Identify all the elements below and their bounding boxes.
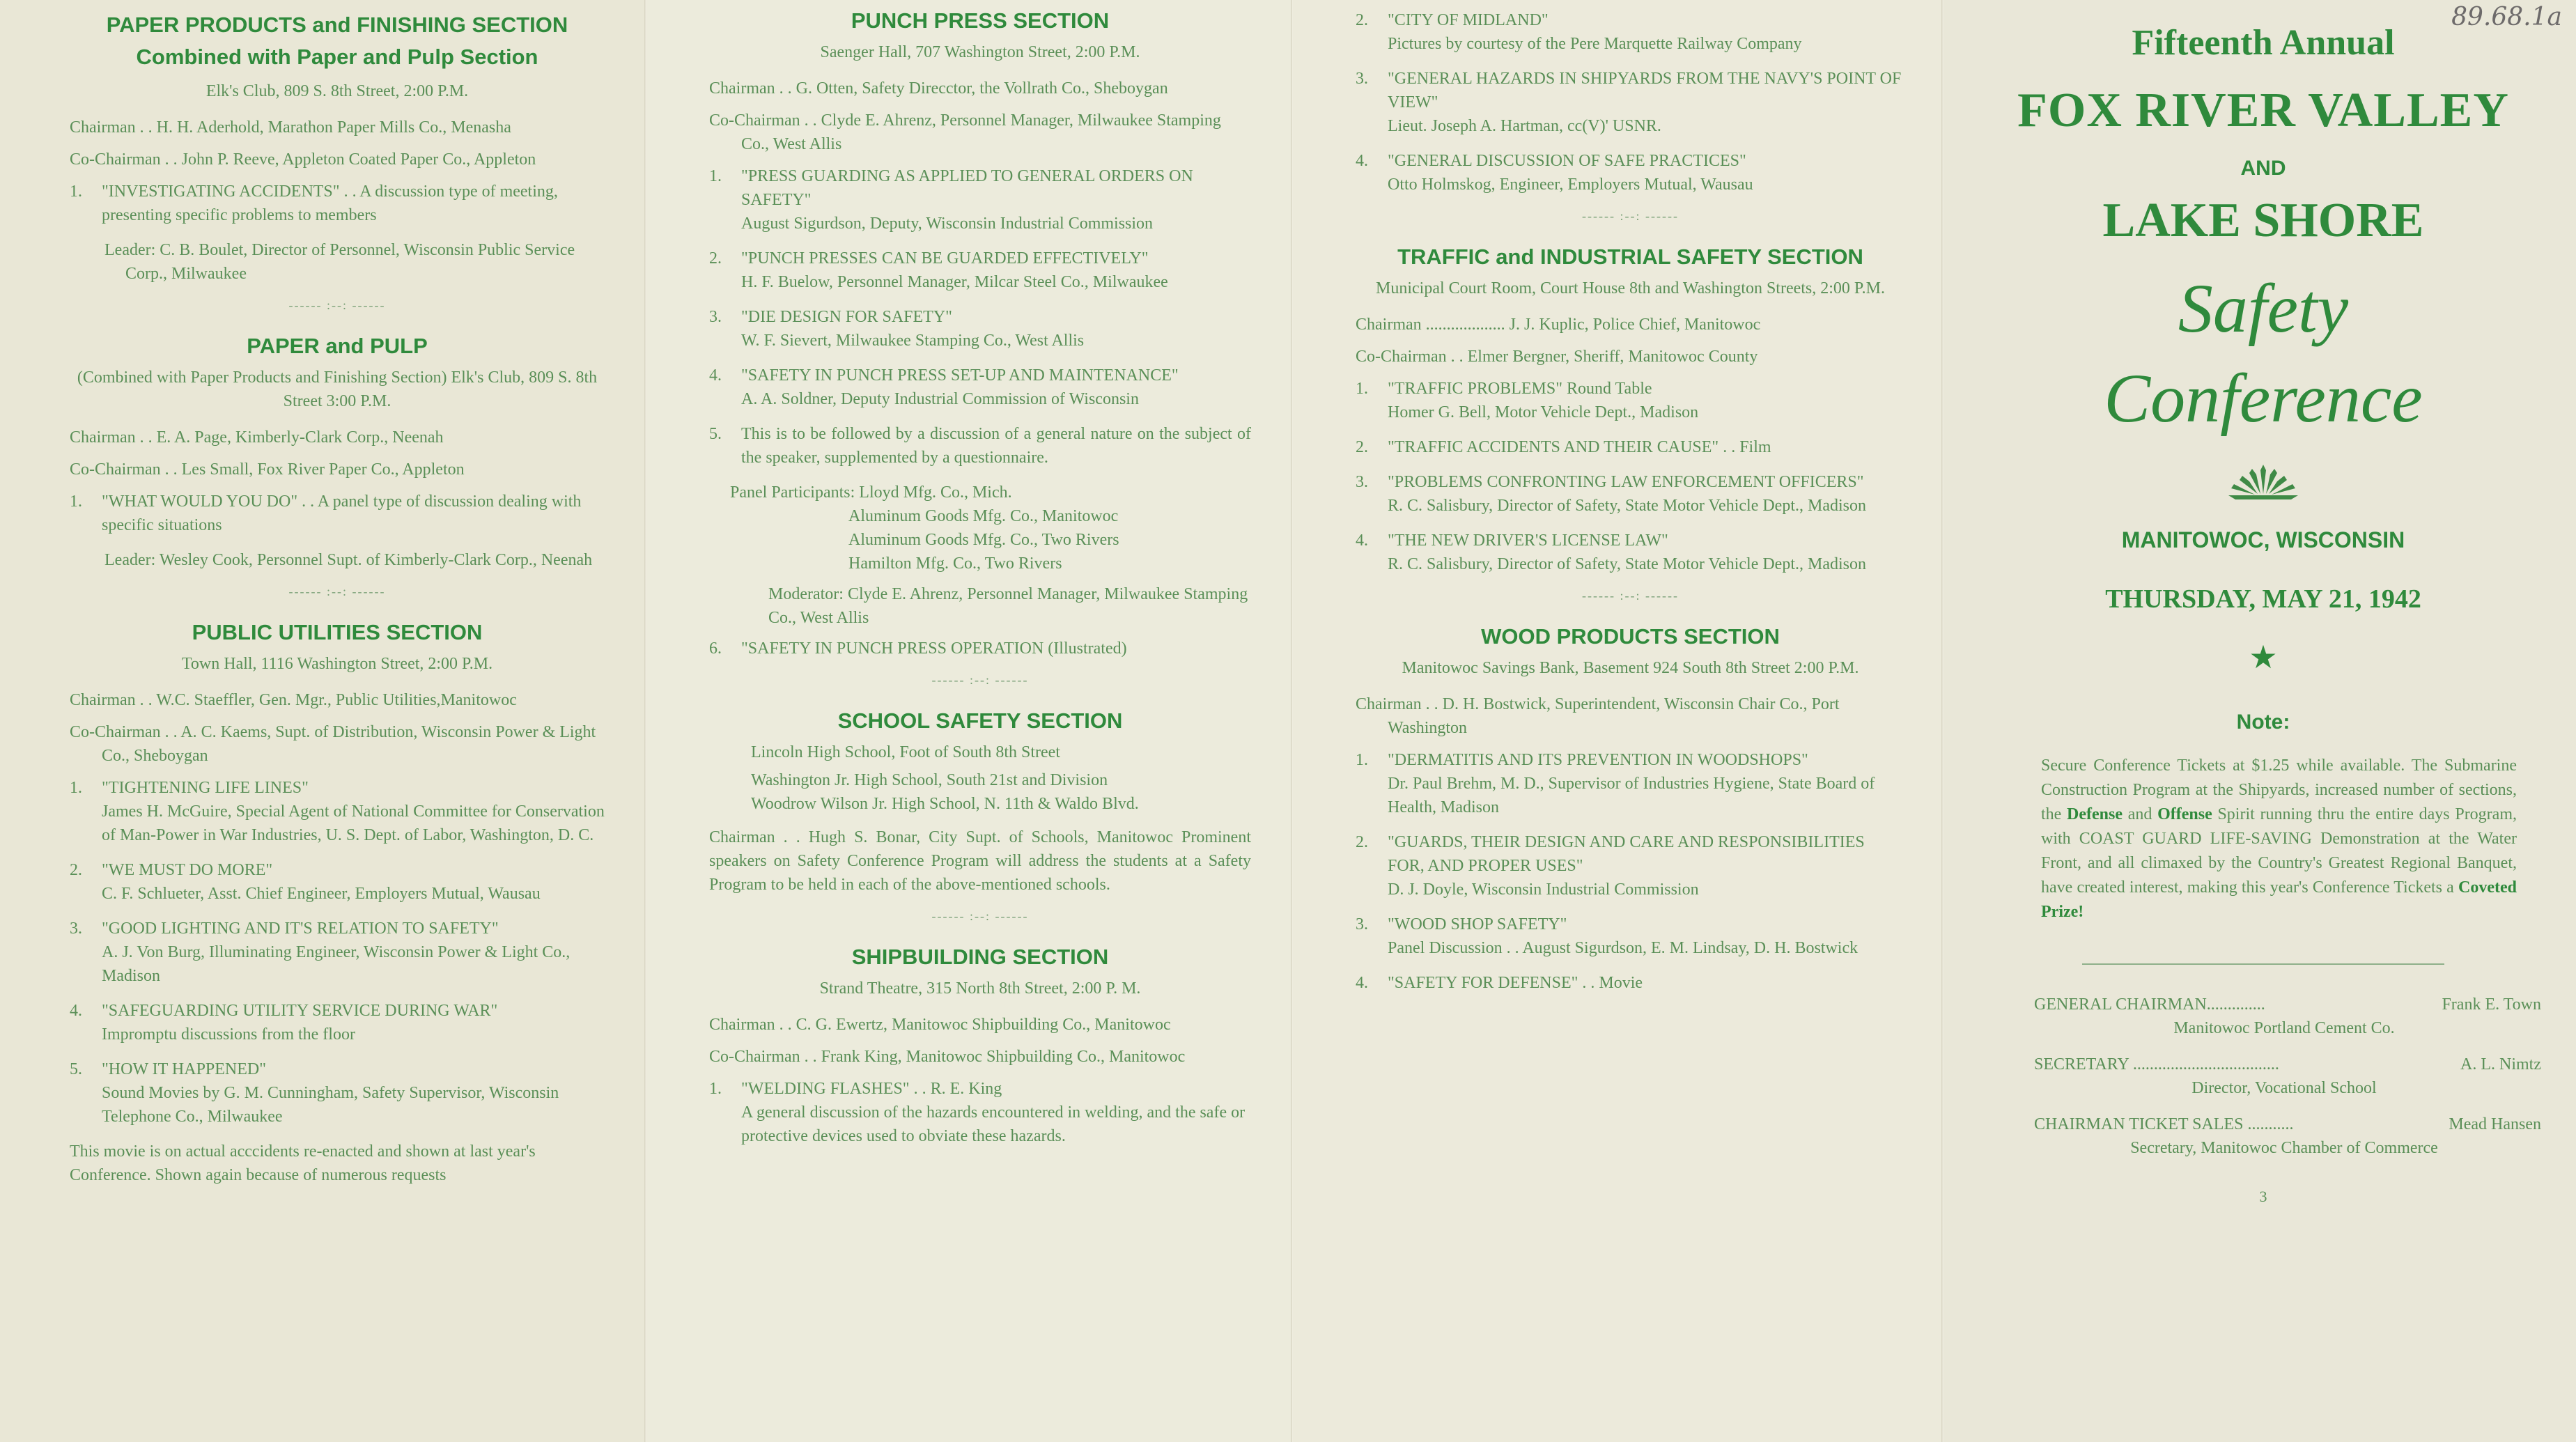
cover-title: LAKE SHORE: [2102, 194, 2424, 247]
handwritten-catalog-number: 89.68.1a: [2451, 3, 2562, 31]
location: MANITOWOC, WISCONSIN: [2121, 527, 2405, 552]
section-title: PUBLIC UTILITIES SECTION: [192, 620, 483, 644]
officer-ticket-sales: CHAIRMAN TICKET SALES ........... Mead Hansen Secretary, Manitowoc Chamber of Commerce: [2034, 1115, 2541, 1157]
co-chairman: Co-Chairman . . John P. Reeve, Appleton Coated Paper Co., Appleton: [70, 150, 536, 169]
cover-and: AND: [2240, 157, 2286, 180]
program-item: 2. "TRAFFIC ACCIDENTS AND THEIR CAUSE" . . Film: [1356, 438, 1771, 456]
school-chairman: Chairman . . Hugh S. Bonar, City Supt. of Schools, Manitowoc Prominent speakers on Safety Conference Program will address the students at a Safety Program to be held in each of the above-mentioned schools.: [709, 828, 1251, 894]
event-date: THURSDAY, MAY 21, 1942: [2105, 584, 2421, 614]
movie-note: This movie is on actual acccidents re-enacted and shown at last year's Conference. Shown again because of numerous requests: [70, 1142, 536, 1184]
school-venue: Lincoln High School, Foot of South 8th Street: [751, 743, 1060, 761]
page-number: 3: [2259, 1188, 2267, 1205]
program-item: 3. "GOOD LIGHTING AND IT'S RELATION TO SAFETY" A. J. Von Burg, Illuminating Engineer, Wisconsin Power & Light Co., Madison: [70, 920, 571, 985]
chairman: Chairman . . G. Otten, Safety Direcctor, the Vollrath Co., Sheboygan: [709, 79, 1168, 98]
chairman: Chairman . . D. H. Bostwick, Superintendent, Wisconsin Chair Co., Port Washington: [1356, 695, 1840, 737]
school-venue: Woodrow Wilson Jr. High School, N. 11th & Waldo Blvd.: [751, 795, 1139, 813]
leader: Leader: Wesley Cook, Personnel Supt. of Kimberly-Clark Corp., Neenah: [104, 551, 593, 569]
co-chairman: Co-Chairman . . Clyde E. Ahrenz, Personnel Manager, Milwaukee Stamping Co., West Allis: [709, 111, 1221, 153]
program-item: 3. "WOOD SHOP SAFETY" Panel Discussion . . August Sigurdson, E. M. Lindsay, D. H. Bostwick: [1356, 915, 1859, 957]
section-title: WOOD PRODUCTS SECTION: [1481, 624, 1780, 649]
program-item: 4. "GENERAL DISCUSSION OF SAFE PRACTICES" Otto Holmskog, Engineer, Employers Mutual, Wausau: [1356, 152, 1753, 194]
safety-emblem-icon: [2221, 460, 2305, 502]
co-chairman: Co-Chairman . . Elmer Bergner, Sheriff, Manitowoc County: [1356, 348, 1758, 366]
venue: Municipal Court Room, Court House 8th and Washington Streets, 2:00 P.M.: [1376, 279, 1885, 297]
chairman: Chairman . . E. A. Page, Kimberly-Clark Corp., Neenah: [70, 428, 444, 447]
cover-title: FOX RIVER VALLEY: [2017, 84, 2509, 137]
program-item: 2. "CITY OF MIDLAND" Pictures by courtesy of the Pere Marquette Railway Company: [1356, 11, 1802, 53]
panel-participant: Aluminum Goods Mfg. Co., Two Rivers: [848, 531, 1119, 549]
divider: [2082, 963, 2444, 965]
school-venue: Washington Jr. High School, South 21st and Division: [751, 771, 1108, 789]
co-chairman: Co-Chairman . . Frank King, Manitowoc Shipbuilding Co., Manitowoc: [709, 1048, 1186, 1066]
cover-script: Conference: [2104, 359, 2423, 437]
program-item: 3. "DIE DESIGN FOR SAFETY" W. F. Sievert, Milwaukee Stamping Co., West Allis: [709, 308, 1085, 350]
program-item: 4. "THE NEW DRIVER'S LICENSE LAW" R. C. Salisbury, Director of Safety, State Motor Vehicle Dept., Madison: [1356, 532, 1866, 573]
separator: ------ :--: ------: [1582, 589, 1679, 603]
section-title: PUNCH PRESS SECTION: [851, 8, 1110, 33]
section-title: PAPER and PULP: [247, 334, 428, 358]
section-title: SHIPBUILDING SECTION: [851, 945, 1109, 969]
chairman: Chairman . . C. G. Ewertz, Manitowoc Shipbuilding Co., Manitowoc: [709, 1016, 1171, 1034]
panel-paper-utilities: [0, 0, 646, 1442]
chairman: Chairman . . H. H. Aderhold, Marathon Paper Mills Co., Menasha: [70, 118, 511, 137]
venue: Strand Theatre, 315 North 8th Street, 2:00 P. M.: [819, 979, 1141, 998]
venue: Saenger Hall, 707 Washington Street, 2:00 P.M.: [820, 43, 1140, 61]
panel-ship-traffic-wood: [1293, 0, 1943, 1442]
cover-panel: [1943, 0, 2576, 1442]
panel-participant: Hamilton Mfg. Co., Two Rivers: [848, 555, 1062, 573]
program-item: 1. "TRAFFIC PROBLEMS" Round Table Homer G. Bell, Motor Vehicle Dept., Madison: [1356, 380, 1699, 421]
program-item: 2. "GUARDS, THEIR DESIGN AND CARE AND RESPONSIBILITIES FOR, AND PROPER USES" D. J. Doyle, Wisconsin Industrial Commission: [1356, 833, 1865, 899]
venue: Manitowoc Savings Bank, Basement 924 South 8th Street 2:00 P.M.: [1402, 659, 1859, 677]
officer-secretary: SECRETARY ................................... A. L. Nimtz Director, Vocational School: [2034, 1055, 2541, 1097]
panel-participants: Panel Participants: Lloyd Mfg. Co., Mich.: [730, 483, 1012, 502]
program-item: 1. "TIGHTENING LIFE LINES" James H. McGuire, Special Agent of National Committee for Conservation of Man-Power in War Industries, U. S. Dept. of Labor, Washington, D. C.: [70, 779, 605, 844]
program-item: 3. "PROBLEMS CONFRONTING LAW ENFORCEMENT OFFICERS" R. C. Salisbury, Director of Safety, State Motor Vehicle Dept., Madison: [1356, 473, 1866, 515]
moderator: Moderator: Clyde E. Ahrenz, Personnel Manager, Milwaukee Stamping Co., West Allis: [768, 585, 1248, 627]
program-item: 5. "HOW IT HAPPENED" Sound Movies by G. M. Cunningham, Safety Supervisor, Wisconsin Telephone Co., Milwaukee: [70, 1060, 559, 1126]
cover-script: Safety: [2178, 270, 2349, 347]
program-item: 1. "DERMATITIS AND ITS PREVENTION IN WOODSHOPS" Dr. Paul Brehm, M. D., Supervisor of Industries Hygiene, State Board of Health, Madison: [1356, 751, 1875, 816]
venue: Elk's Club, 809 S. 8th Street, 2:00 P.M.: [205, 82, 469, 100]
separator: ------ :--: ------: [1582, 209, 1679, 223]
star-icon: ★: [2249, 639, 2278, 675]
venue: (Combined with Paper Products and Finishing Section) Elk's Club, 809 S. 8th Street 3:00 P.M.: [77, 369, 598, 410]
panel-punch-school-ship: [646, 0, 1293, 1442]
section-subtitle: Combined with Paper and Pulp Section: [136, 45, 538, 69]
program-item: 4. "SAFEGUARDING UTILITY SERVICE DURING WAR" Impromptu discussions from the floor: [70, 1002, 498, 1044]
program-item: 1. "INVESTIGATING ACCIDENTS" . . A discussion type of meeting, presenting specific problems to members: [70, 183, 558, 224]
program-item: 1. "PRESS GUARDING AS APPLIED TO GENERAL ORDERS ON SAFETY" August Sigurdson, Deputy, Wisconsin Industrial Commission: [709, 167, 1193, 233]
program-item: 6. "SAFETY IN PUNCH PRESS OPERATION (Illustrated): [709, 639, 1127, 658]
program-item: 3. "GENERAL HAZARDS IN SHIPYARDS FROM THE NAVY'S POINT OF VIEW" Lieut. Joseph A. Hartman, cc(V)' USNR.: [1356, 70, 1902, 135]
chairman: Chairman ................... J. J. Kuplic, Police Chief, Manitowoc: [1356, 316, 1761, 334]
chairman: Chairman . . W.C. Staeffler, Gen. Mgr., Public Utilities,Manitowoc: [70, 691, 517, 709]
program-item: 2. "WE MUST DO MORE" C. F. Schlueter, Asst. Chief Engineer, Employers Mutual, Wausau: [70, 861, 541, 903]
section-title: TRAFFIC and INDUSTRIAL SAFETY SECTION: [1397, 245, 1863, 269]
program-item: 1. "WELDING FLASHES" . . R. E. King A general discussion of the hazards encountered in welding, and the safe or protective devices used to obviate these hazards.: [709, 1080, 1246, 1145]
separator: ------ :--: ------: [288, 584, 386, 598]
separator: ------ :--: ------: [931, 673, 1029, 687]
section-title: SCHOOL SAFETY SECTION: [837, 708, 1123, 733]
co-chairman: Co-Chairman . . Les Small, Fox River Paper Co., Appleton: [70, 460, 465, 479]
note-body: Secure Conference Tickets at $1.25 while available. The Submarine Construction Program at the Shipyards, increased number of sections, the Defense and Offense Spirit running thru the entire days Program, with COAST GUARD LIFE-SAVING Demonstration at the Water Front, and all climaxed by the Country's Greatest Regional Banquet, have created interest, making this year's Conference Tickets a Coveted Prize!: [2041, 757, 2517, 921]
note-title: Note:: [2236, 711, 2290, 734]
program-item: 4. "SAFETY IN PUNCH PRESS SET-UP AND MAINTENANCE" A. A. Soldner, Deputy Industrial Commission of Wisconsin: [709, 366, 1179, 408]
cover-line: Fifteenth Annual: [2132, 23, 2395, 63]
section-title: PAPER PRODUCTS and FINISHING SECTION: [106, 13, 568, 37]
venue: Town Hall, 1116 Washington Street, 2:00 P.M.: [181, 655, 493, 673]
program-item: 4. "SAFETY FOR DEFENSE" . . Movie: [1356, 974, 1643, 992]
program-item: 1. "WHAT WOULD YOU DO" . . A panel type of discussion dealing with specific situations: [70, 493, 582, 534]
co-chairman: Co-Chairman . . A. C. Kaems, Supt. of Distribution, Wisconsin Power & Light Co., Sheboygan: [70, 723, 596, 765]
leader: Leader: C. B. Boulet, Director of Personnel, Wisconsin Public Service Corp., Milwaukee: [104, 241, 575, 283]
separator: ------ :--: ------: [931, 909, 1029, 923]
program-item: 2. "PUNCH PRESSES CAN BE GUARDED EFFECTIVELY" H. F. Buelow, Personnel Manager, Milcar Steel Co., Milwaukee: [709, 249, 1168, 291]
separator: ------ :--: ------: [288, 298, 386, 312]
panel-participant: Aluminum Goods Mfg. Co., Manitowoc: [848, 507, 1119, 525]
officer-general-chairman: GENERAL CHAIRMAN.............. Frank E. Town Manitowoc Portland Cement Co.: [2034, 995, 2541, 1037]
program-item: 5. This is to be followed by a discussion of a general nature on the subject of the speaker, supplemented by a questionnaire.: [709, 425, 1251, 467]
